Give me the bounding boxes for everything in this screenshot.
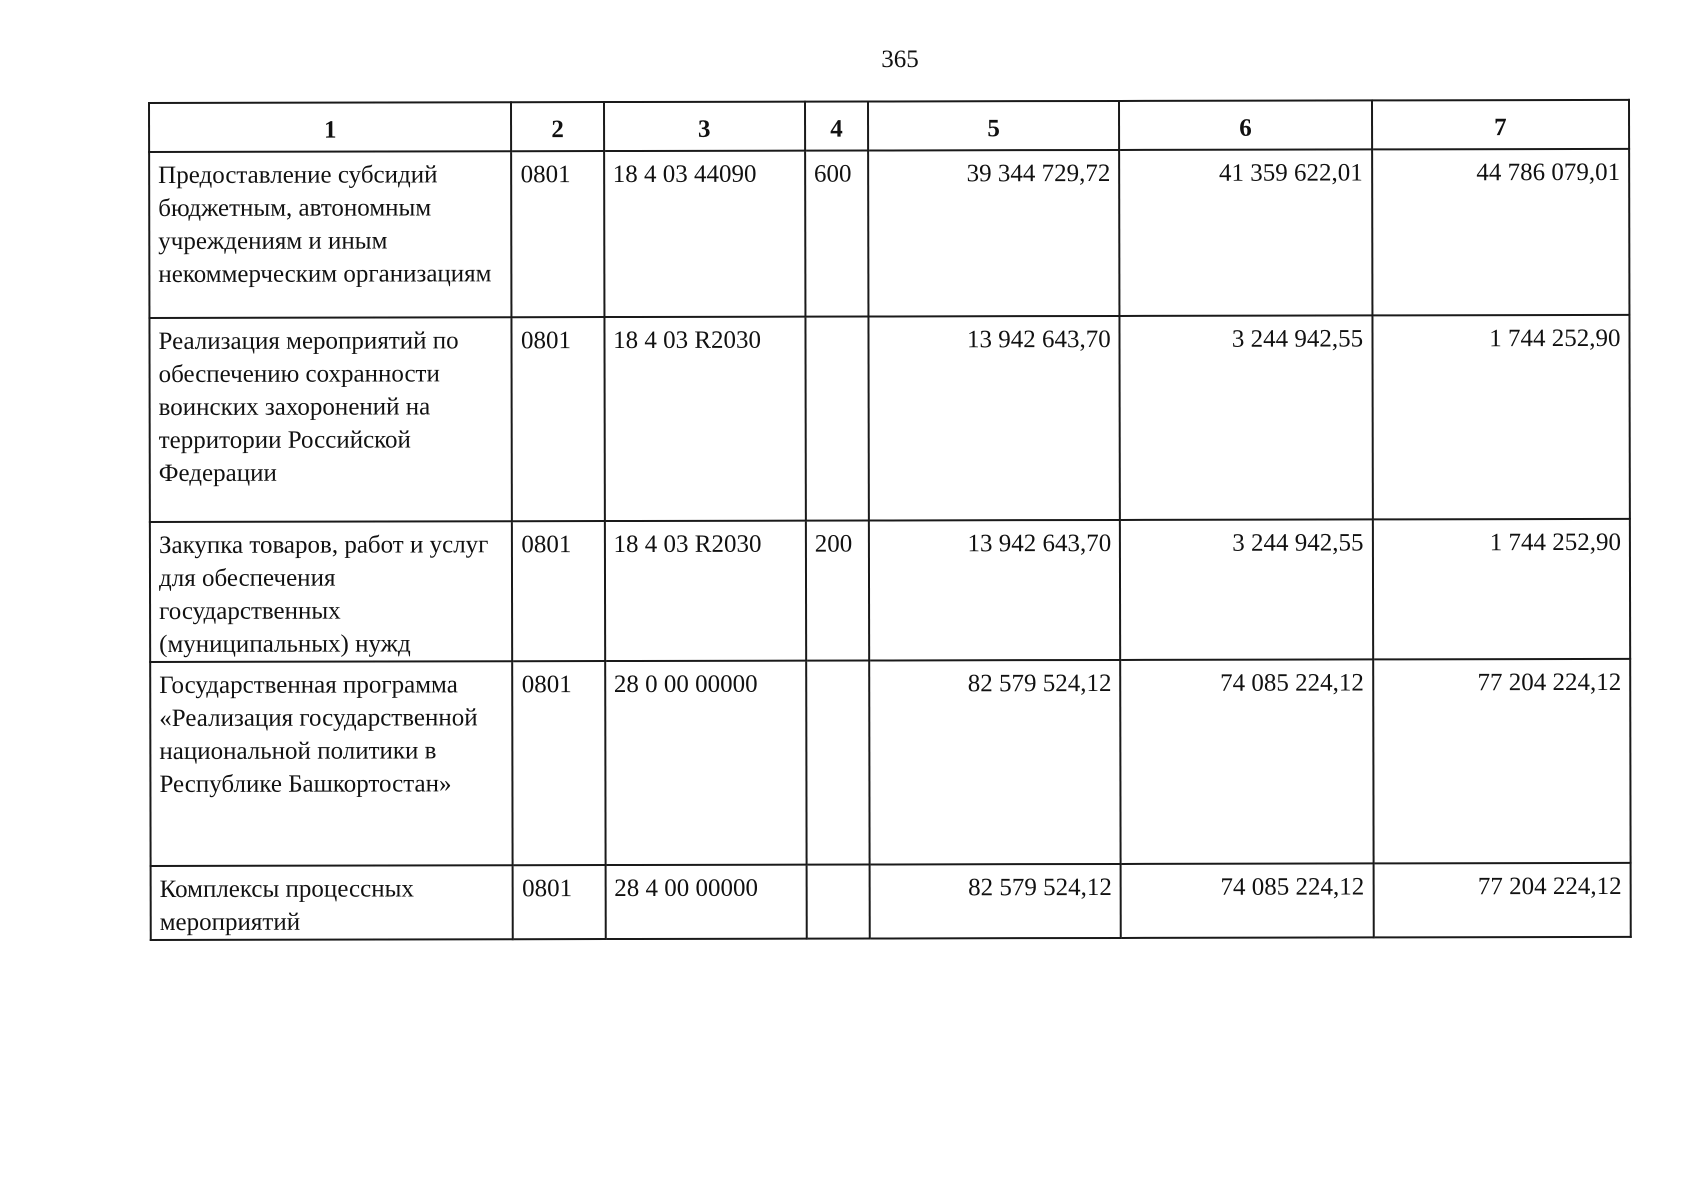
row-amount-6: 3 244 942,55 (1120, 315, 1373, 520)
header-col-2: 2 (511, 102, 603, 151)
row-section: 0801 (512, 521, 604, 661)
header-col-7: 7 (1372, 100, 1630, 150)
header-col-4: 4 (805, 101, 868, 150)
row-amount-5: 82 579 524,12 (869, 660, 1121, 865)
row-name: Предоставление субсидий бюджетным, автономным учреждениям и иным некоммерческим организациям (149, 151, 512, 318)
table-row (149, 315, 1629, 522)
header-col-6: 6 (1119, 100, 1371, 150)
row-type (806, 660, 870, 864)
row-name: Комплексы процессных мероприятий (151, 865, 514, 940)
row-amount-7: 44 786 079,01 (1372, 149, 1630, 316)
header-row (149, 100, 1629, 152)
row-section: 0801 (513, 865, 605, 939)
row-name: Закупка товаров, работ и услуг для обеспечения государственных (муниципальных) нужд (150, 521, 513, 662)
row-amount-7: 77 204 224,12 (1373, 863, 1631, 938)
row-type (806, 864, 869, 938)
table-row (149, 149, 1629, 318)
page-number: 365 (881, 46, 919, 73)
row-name: Реализация мероприятий по обеспечению сохранности воинских захоронений на территории Российской Федерации (149, 317, 512, 522)
row-type: 600 (805, 150, 868, 316)
header-col-5: 5 (868, 101, 1119, 151)
row-section: 0801 (512, 317, 605, 521)
header-col-3: 3 (604, 102, 805, 151)
row-amount-5: 82 579 524,12 (870, 864, 1121, 939)
row-amount-6: 74 085 224,12 (1120, 659, 1373, 864)
row-target: 18 4 03 R2030 (604, 521, 806, 661)
row-amount-7: 77 204 224,12 (1373, 659, 1631, 864)
row-amount-7: 1 744 252,90 (1372, 519, 1630, 660)
table-row (150, 519, 1630, 662)
row-name: Государственная программа «Реализация государственной национальной политики в Республике Башкортостан» (150, 661, 513, 866)
row-amount-6: 3 244 942,55 (1120, 519, 1373, 660)
row-amount-6: 41 359 622,01 (1119, 149, 1372, 316)
row-type: 200 (806, 520, 869, 660)
table-row (150, 659, 1630, 866)
budget-table (148, 99, 1632, 941)
row-target: 28 0 00 00000 (605, 661, 807, 865)
row-type (805, 316, 869, 520)
row-amount-7: 1 744 252,90 (1372, 315, 1630, 520)
row-section: 0801 (512, 151, 604, 317)
row-amount-5: 39 344 729,72 (868, 150, 1120, 317)
header-col-1: 1 (149, 102, 512, 152)
row-target: 18 4 03 R2030 (604, 317, 806, 521)
row-amount-5: 13 942 643,70 (869, 520, 1121, 661)
row-amount-6: 74 085 224,12 (1121, 863, 1373, 938)
row-target: 18 4 03 44090 (604, 151, 806, 317)
row-amount-5: 13 942 643,70 (868, 316, 1120, 521)
table-row (151, 863, 1631, 940)
row-target: 28 4 00 00000 (605, 865, 806, 939)
row-section: 0801 (513, 661, 606, 865)
